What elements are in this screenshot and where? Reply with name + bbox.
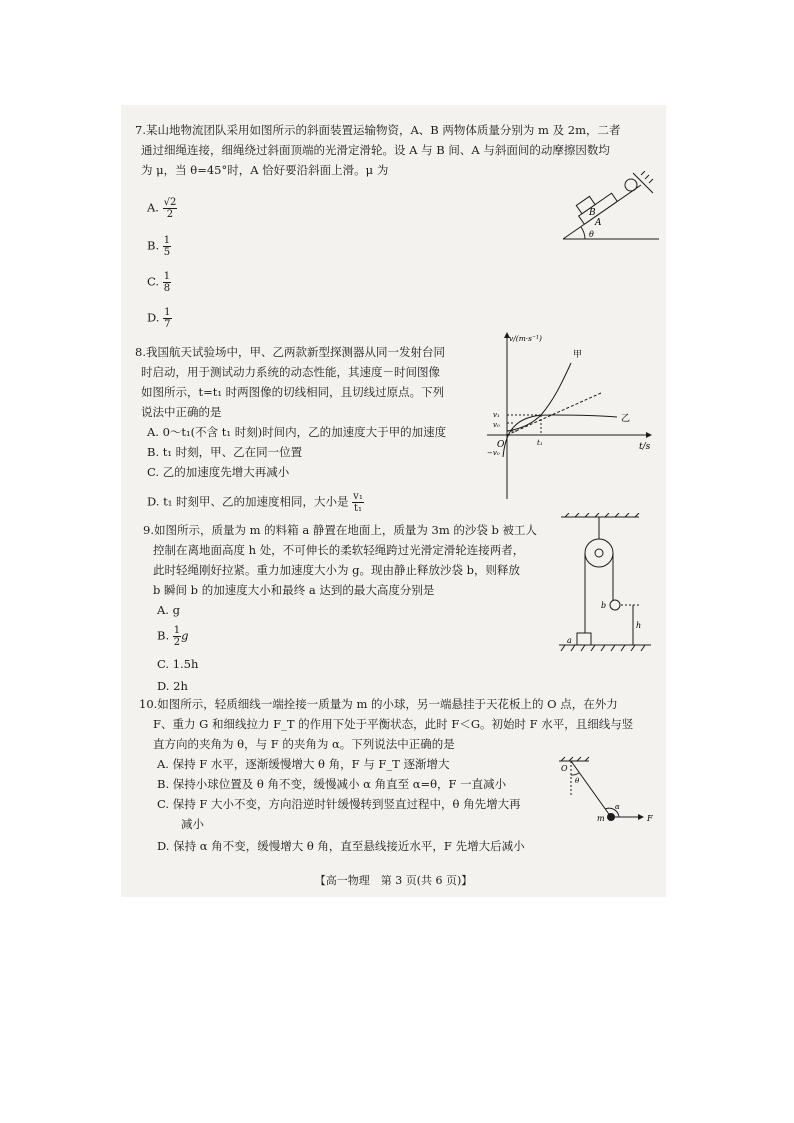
height-h-label: h [636,621,642,630]
q10-option-a[interactable]: A. 保持 F 水平，逐渐缓慢增大 θ 角，F 与 F_T 逐渐增大 [157,757,450,771]
alpha-label: α [615,803,620,811]
q10-line-1: 10.如图所示，轻质细线一端拴接一质量为 m 的小球，另一端悬挂于天花板上的 O 点，在外力 [139,697,618,711]
y-axis-label: v/(m·s⁻¹) [509,334,542,343]
hanging-ball-figure [553,755,657,829]
series-jia-label: 甲 [573,350,583,360]
page-footer: 【高一物理 第 3 页(共 6 页)】 [314,874,473,887]
q7-line-2: 通过细绳连接，细绳绕过斜面顶端的光滑定滑轮。设 A 与 B 间、A 与斜面间的动摩擦因数均 [141,143,610,157]
q10-line-2: F、重力 G 和细线拉力 F_T 的作用下处于平衡状态，此时 F＜G。初始时 F 水平，且细线与竖 [153,717,634,731]
block-a-label: A [595,218,602,228]
series-yi-label: 乙 [621,414,631,424]
ball [607,813,615,821]
q10-option-b[interactable]: B. 保持小球位置及 θ 角不变，缓慢减小 α 角直至 α=θ，F 一直减小 [157,777,507,791]
q10-option-c-cont: 减小 [181,817,204,831]
q8-option-c[interactable]: C. 乙的加速度先增大再减小 [147,465,290,479]
q9-option-c[interactable]: C. 1.5h [157,657,199,671]
q9-line-1: 9.如图所示，质量为 m 的料箱 a 静置在地面上，质量为 3m 的沙袋 b 被工人 [143,523,538,537]
box-a-label: a [567,636,572,645]
q8-line-2: 时启动，用于测试动力系统的动态性能，其速度－时间图像 [141,365,440,379]
theta-label: θ [575,777,580,785]
q8-line-3: 如图所示，t=t₁ 时两图像的切线相同，且切线过原点。下列 [141,385,445,399]
q8-option-a[interactable]: A. 0～t₁(不含 t₁ 时刻)时间内，乙的加速度大于甲的加速度 [147,425,447,439]
exam-page [121,105,666,897]
q10-line-3: 直方向的夹角为 θ，与 F 的夹角为 α。下列说法中正确的是 [153,737,455,751]
q9-line-2: 控制在离地面高度 h 处，不可伸长的柔软轻绳跨过光滑定滑轮连接两者， [153,543,525,557]
t1-tick: t₁ [537,439,543,447]
incline-figure [561,171,661,243]
q8-option-b[interactable]: B. t₁ 时刻，甲、乙在同一位置 [147,445,303,459]
point-o-label: O [561,764,568,773]
force-f-label: F [647,814,653,823]
v1-tick: v₁ [493,411,500,419]
q7-option-c[interactable]: C. $\frac{1}{8}$ [147,271,171,294]
bag-b-label: b [601,601,607,610]
q7-option-a[interactable]: A. $\frac{√2}{2}$ [147,197,177,220]
q9-line-3: 此时轻绳刚好拉紧。重力加速度大小为 g。现由静止释放沙袋 b，则释放 [153,563,521,577]
fraction: $\frac{1}{5}$ [163,235,171,258]
block-b-label: B [589,208,596,218]
q9-line-4: b 瞬间 b 的加速度大小和最终 a 达到的最大高度分别是 [153,583,435,597]
q9-option-a[interactable]: A. g [157,603,180,617]
q8-option-d[interactable]: D. t₁ 时刻甲、乙的加速度相同，大小是 $\frac{\text{v₁}}{\text{t₁}}$ [147,491,363,514]
q7-line-3: 为 μ，当 θ=45°时，A 恰好要沿斜面上滑。μ 为 [141,163,389,177]
fraction: $\frac{1}{8}$ [163,271,171,294]
angle-label: θ [589,230,594,239]
pulley-figure [557,513,653,655]
fraction: $\frac{1}{2}$ [173,625,181,648]
x-axis-label: t/s [639,442,651,452]
q7-option-b[interactable]: B. $\frac{1}{5}$ [147,235,171,258]
mass-m-label: m [597,814,605,823]
neg-v0-tick: −v₀ [487,449,500,457]
velocity-time-graph [481,327,661,503]
q8-line-1: 8.我国航天试验场中，甲、乙两款新型探测器从同一发射台同 [135,345,445,359]
v0-tick: v₀ [493,421,500,429]
origin-label: O [497,440,505,450]
fraction: $\frac{\text{v₁}}{\text{t₁}}$ [353,491,363,514]
q10-option-c[interactable]: C. 保持 F 大小不变，方向沿逆时针缓慢转到竖直过程中，θ 角先增大再 [157,797,521,811]
q9-option-b[interactable]: B. $\frac{1}{2}$ g [157,625,189,648]
q7-option-d[interactable]: D. $\frac{1}{7}$ [147,307,171,330]
q9-option-d[interactable]: D. 2h [157,679,188,693]
q7-line-1: 7.某山地物流团队采用如图所示的斜面装置运输物资，A、B 两物体质量分别为 m 及 2m，二者 [135,123,621,137]
fraction: $\frac{1}{7}$ [164,307,171,330]
q10-option-d[interactable]: D. 保持 α 角不变，缓慢增大 θ 角，直至悬线接近水平，F 先增大后减小 [157,839,525,853]
q8-line-4: 说法中正确的是 [141,405,222,419]
fraction: $\frac{√2}{2}$ [163,197,177,220]
